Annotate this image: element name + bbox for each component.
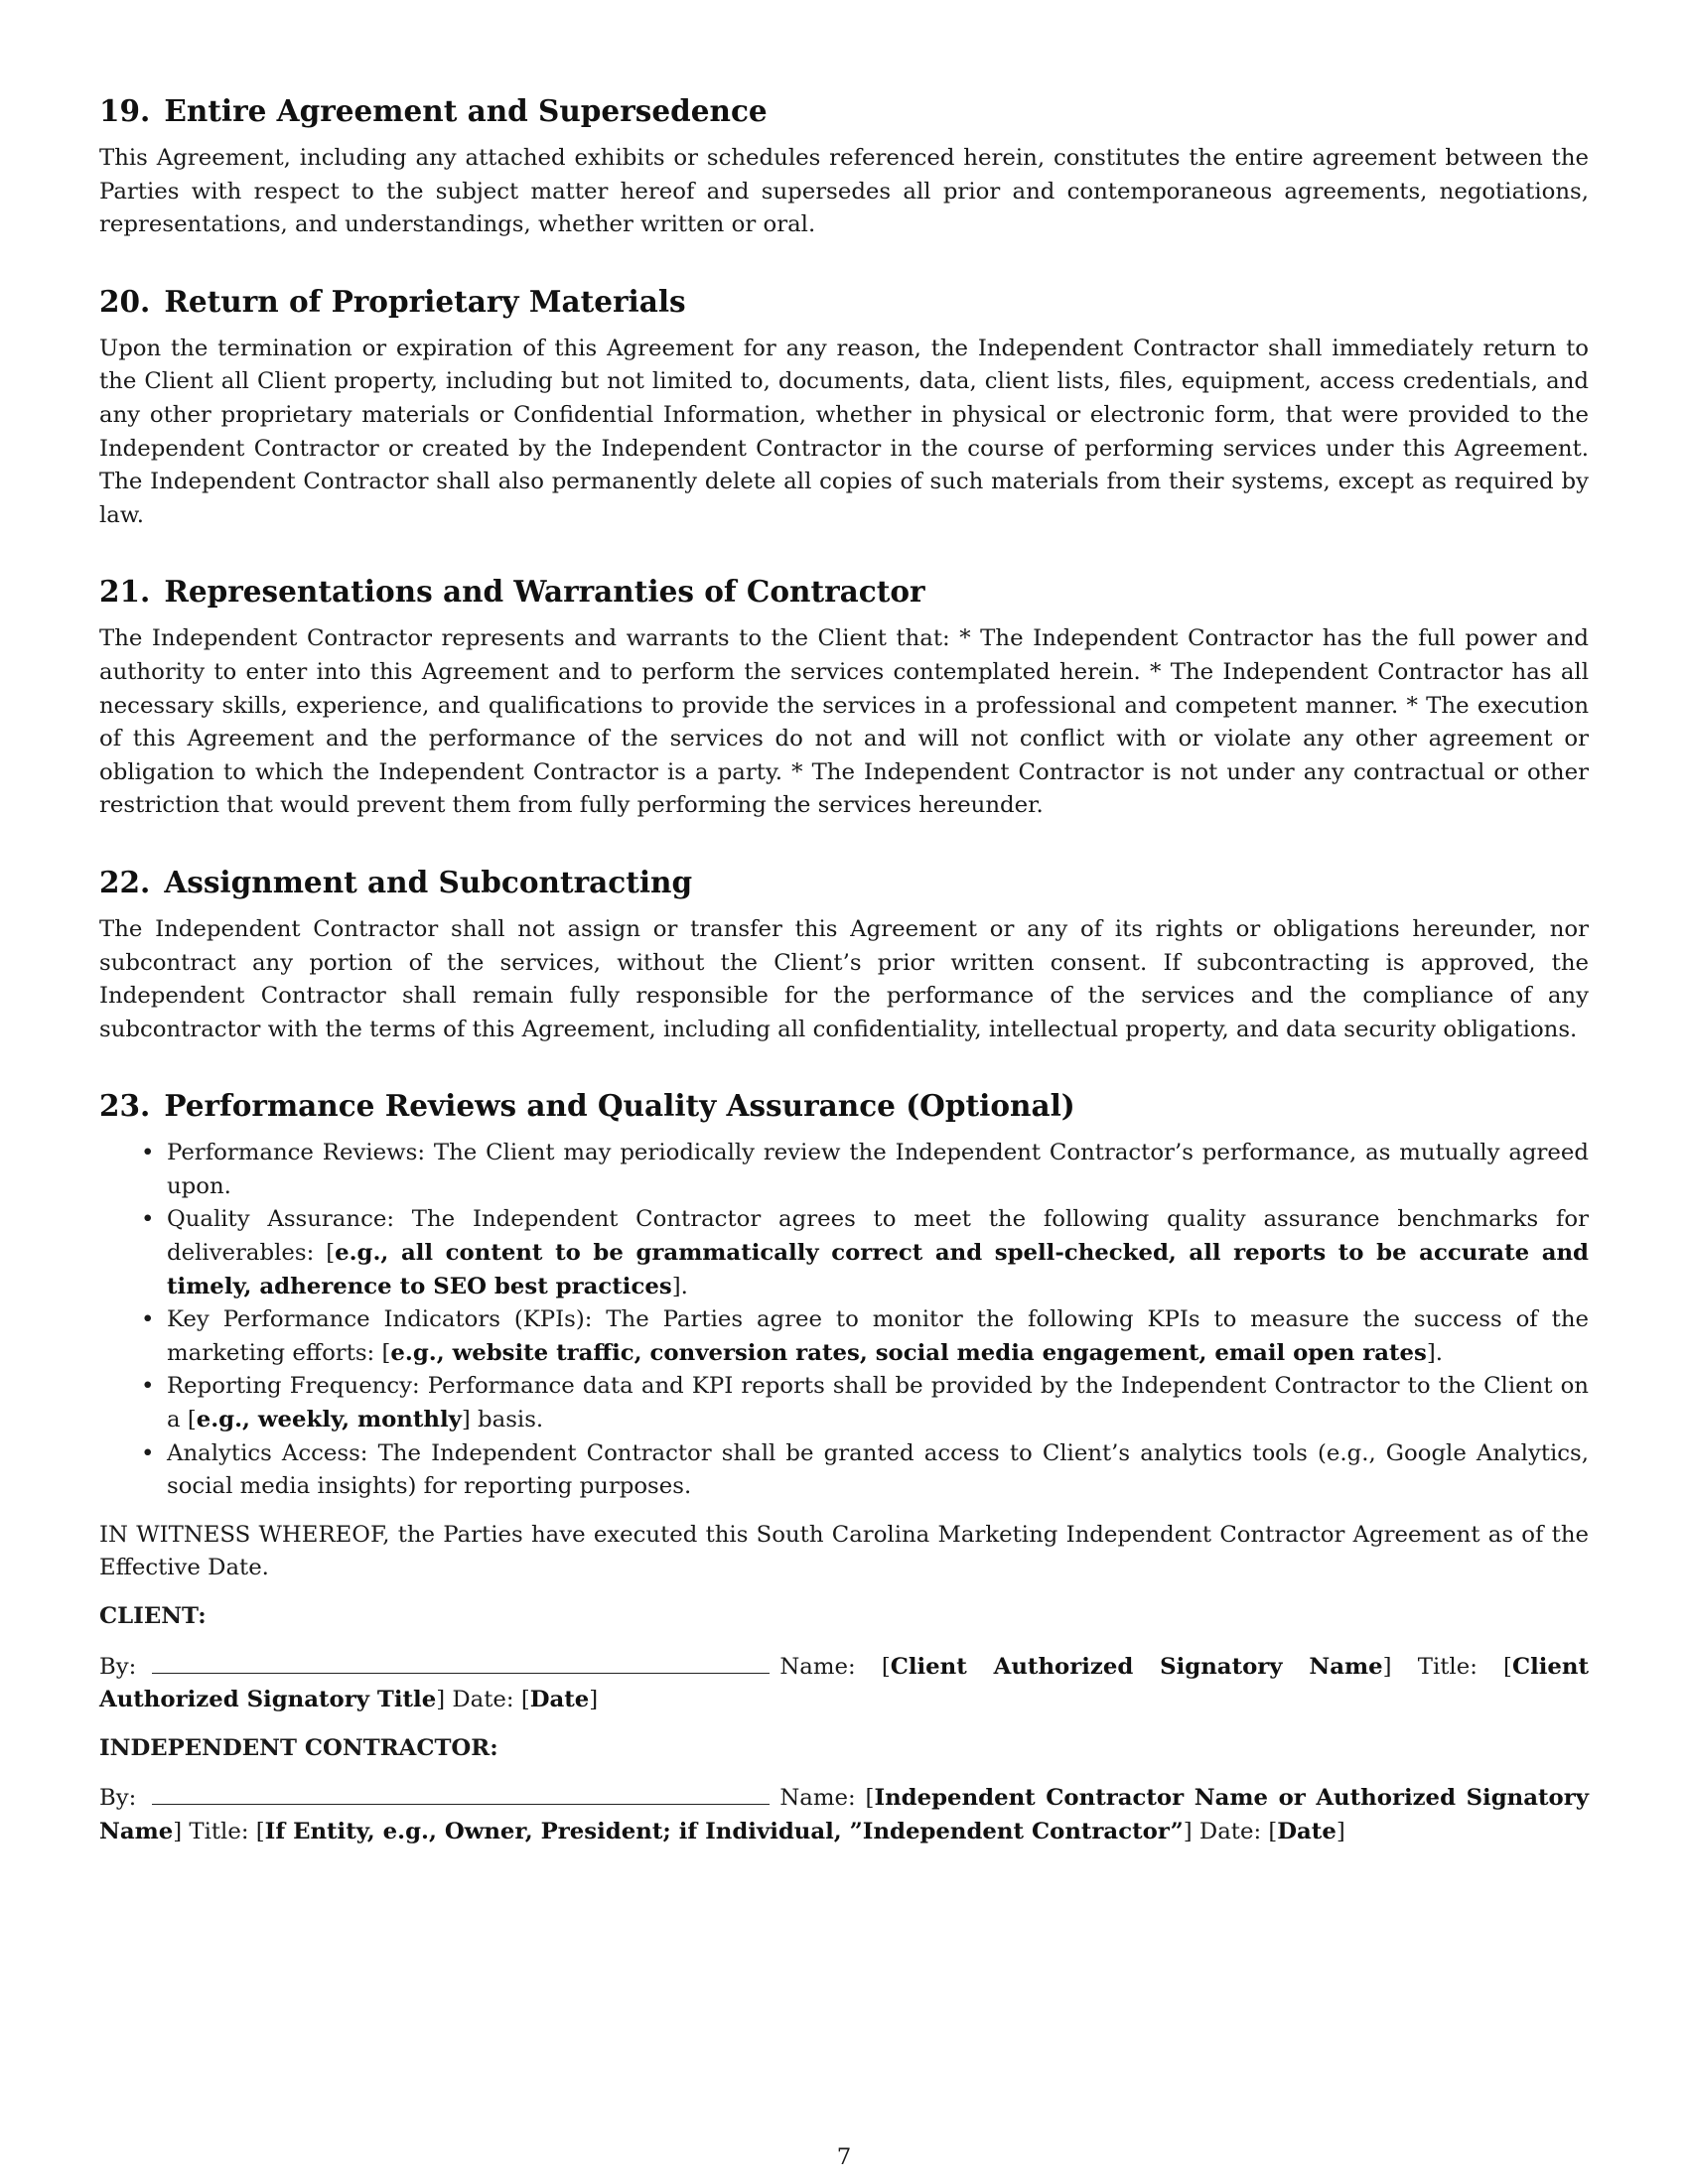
- date-label: Date:: [452, 1687, 514, 1713]
- document-page: [99, 91, 1589, 1849]
- section-number: 19.: [99, 93, 151, 128]
- placeholder-text: e.g., weekly, monthly: [196, 1407, 462, 1433]
- section-20: [99, 282, 1589, 533]
- section-body: The Independent Contractor shall not assign or transfer this Agreement or any of its rights or obligations hereunder, nor subcontract any portion of the services, without the Client’s prior written consent. If subcontracting is approved, the Independent Contractor shall remain fully responsible for the performance of the services and the compliance of any subcontractor with the terms of this Agreement, including all confidentiality, intellectual property, and data security obligations.: [99, 915, 1589, 1042]
- section-23: [99, 1086, 1589, 1504]
- title-label: Title:: [189, 1818, 249, 1844]
- client-name-placeholder: Client Authorized Signatory Name: [890, 1653, 1383, 1680]
- client-label: CLIENT:: [99, 1603, 207, 1629]
- section-body: Upon the termination or expiration of this Agreement for any reason, the Independent Contractor shall immediately return to the Client all Client property, including but not limited to, documents, data, client lists, files, equipment, access credentials, and any other proprietary materials or Confidential Information, whether in physical or electronic form, that were provided to the Independent Contractor or created by the Independent Contractor in the course of performing services under this Agreement. The Independent Contractor shall also permanently delete all copies of such materials from their systems, except as required by law.: [99, 335, 1589, 528]
- name-label: Name:: [779, 1653, 856, 1680]
- client-date-placeholder: Date: [529, 1687, 590, 1713]
- bullet-text-end: ] basis.: [461, 1407, 544, 1433]
- section-title: Representations and Warranties of Contractor: [164, 574, 925, 610]
- section-body: The Independent Contractor represents and warrants to the Client that: * The Independent Contractor has the full power and authority to enter into this Agreement and to perform the services contemplated herein. * The Independent Contractor has all necessary skills, experience, and qualifications to provide the services in a professional and competent manner. * The execution of this Agreement and the performance of the services do not and will not conflict with or violate any other agreement or obligation to which the Independent Contractor is a party. * The Independent Contractor is not under any contractual or other restriction that would prevent them from fully performing the services hereunder.: [99, 625, 1589, 819]
- page-number: 7: [836, 2144, 852, 2170]
- by-label: By:: [99, 1785, 137, 1812]
- bullet-text: Analytics Access: The Independent Contractor shall be granted access to Client’s analytics tools (e.g., Google Analytics, social media insights) for reporting purposes.: [167, 1439, 1589, 1500]
- bullet-text: Quality Assurance: The Independent Contractor agrees to meet the following quality assurance benchmarks for deliverables: [: [167, 1206, 1589, 1267]
- contractor-signature-block: By: Name: [Independent Contractor Name or Authorized Signatory Name] Title: [If Entity, e.g., Owner, President; if Individual, ”Independent Contractor”] Date: [Date]: [99, 1785, 1589, 1844]
- bullet-text: Key Performance Indicators (KPIs): The Parties agree to monitor the following KPIs to measure the success of the marketing efforts: [: [167, 1306, 1589, 1366]
- list-item: [167, 1370, 1589, 1436]
- contractor-title-placeholder: If Entity, e.g., Owner, President; if Individual, ”Independent Contractor”: [264, 1818, 1184, 1844]
- bullet-text: Reporting Frequency: Performance data and KPI reports shall be provided by the Independent Contractor to the Client on a [: [167, 1373, 1589, 1433]
- contractor-label: INDEPENDENT CONTRACTOR:: [99, 1734, 498, 1761]
- section-title: Entire Agreement and Supersedence: [164, 93, 768, 128]
- section-number: 21.: [99, 574, 151, 610]
- section-21: [99, 572, 1589, 823]
- section-22: [99, 863, 1589, 1046]
- section-title: Return of Proprietary Materials: [164, 283, 686, 319]
- section-title: Assignment and Subcontracting: [164, 864, 693, 899]
- bullet-text-end: ].: [671, 1273, 688, 1299]
- client-signature-line[interactable]: [152, 1653, 770, 1674]
- section-heading: [99, 572, 1589, 612]
- section-heading: [99, 282, 1589, 322]
- section-number: 20.: [99, 283, 151, 319]
- list-item: [167, 1437, 1589, 1504]
- list-item: [167, 1137, 1589, 1203]
- contractor-signature-line[interactable]: [152, 1784, 770, 1805]
- list-item: [167, 1303, 1589, 1370]
- section-number: 22.: [99, 864, 151, 899]
- list-item: [167, 1203, 1589, 1303]
- section-heading: [99, 863, 1589, 902]
- title-label: Title:: [1417, 1653, 1477, 1680]
- date-label: Date:: [1198, 1818, 1262, 1844]
- contractor-date-placeholder: Date: [1277, 1818, 1336, 1844]
- bullet-text: Performance Reviews: The Client may periodically review the Independent Contractor’s performance, as mutually agreed upon.: [167, 1140, 1589, 1199]
- section-body: This Agreement, including any attached exhibits or schedules referenced herein, constitutes the entire agreement between the Parties with respect to the subject matter hereof and supersedes all prior and contemporaneous agreements, negotiations, representations, and understandings, whether written or oral.: [99, 145, 1589, 238]
- placeholder-text: e.g., all content to be grammatically correct and spell-checked, all reports to be accurate and timely, adherence to SEO best practices: [167, 1240, 1589, 1299]
- section-19: [99, 91, 1589, 242]
- bullet-list: [99, 1137, 1589, 1504]
- placeholder-text: e.g., website traffic, conversion rates, social media engagement, email open rates: [390, 1339, 1427, 1366]
- name-label: Name:: [779, 1785, 856, 1812]
- section-heading: [99, 91, 1589, 131]
- client-signature-block: By: Name: [Client Authorized Signatory Name] Title: [Client Authorized Signatory Title] Date: [Date]: [99, 1653, 1590, 1713]
- section-number: 23.: [99, 1088, 151, 1124]
- bullet-text-end: ].: [1426, 1339, 1444, 1366]
- by-label: By:: [99, 1653, 137, 1680]
- client-title-placeholder: Client Authorized Signatory Title: [99, 1653, 1590, 1713]
- section-title: Performance Reviews and Quality Assurance (Optional): [164, 1088, 1075, 1124]
- section-heading: [99, 1086, 1589, 1126]
- witness-statement: IN WITNESS WHEREOF, the Parties have executed this South Carolina Marketing Independent Contractor Agreement as of the Effective Date.: [99, 1521, 1589, 1581]
- contractor-name-placeholder: Independent Contractor Name or Authorized Signatory Name: [99, 1785, 1589, 1844]
